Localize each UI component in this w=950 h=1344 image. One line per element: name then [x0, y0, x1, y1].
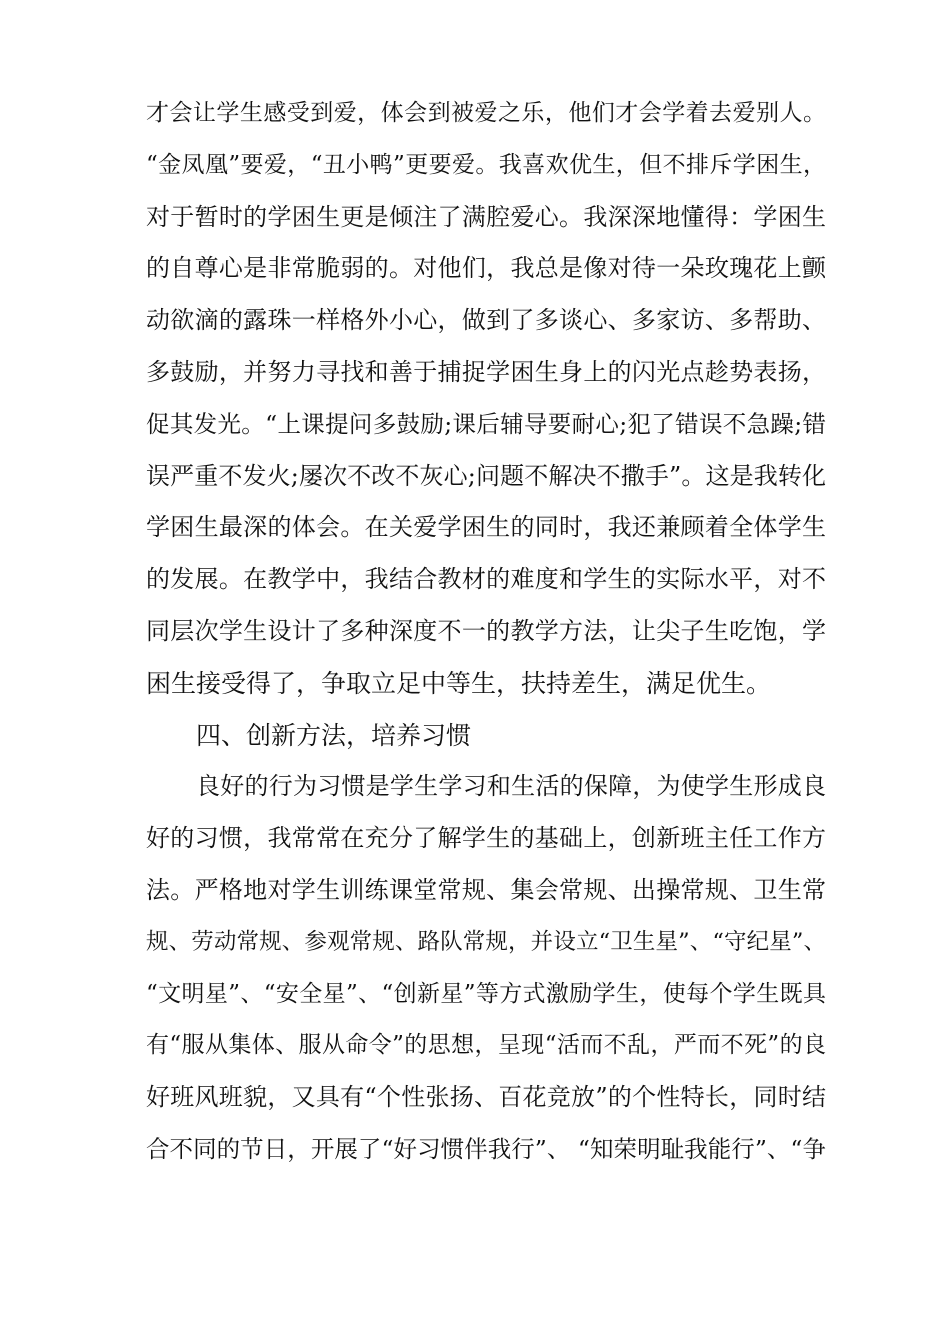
text-line: 困生接受得了，争取立足中等生，扶持差生，满足优生。	[146, 668, 772, 698]
text-line: 好的习惯，我常常在充分了解学生的基础上，创新班主任工作方	[146, 824, 826, 853]
text-line: 规、劳动常规、参观常规、路队常规，并设立“卫生星”、“守纪星”、	[146, 928, 826, 955]
paragraph-first-line: 良好的行为习惯是学生学习和生活的保障，为使学生形成良	[196, 772, 826, 801]
text-line: “金凤凰”要爱，“丑小鸭”更要爱。我喜欢优生，但不排斥学困生，	[146, 151, 826, 178]
section-heading: 四、创新方法，培养习惯	[196, 720, 472, 750]
text-line: 多鼓励，并努力寻找和善于捕捉学困生身上的闪光点趁势表扬，	[146, 357, 826, 386]
text-line: 有“服从集体、服从命令”的思想，呈现“活而不乱，严而不死”的良	[146, 1032, 826, 1059]
text-line: 合不同的节日，开展了“好习惯伴我行”、 “知荣明耻我能行”、“争	[146, 1134, 826, 1163]
document-body	[146, 88, 826, 1176]
text-line: 的自尊心是非常脆弱的。对他们，我总是像对待一朵玫瑰花上颤	[146, 254, 826, 283]
text-line: 才会让学生感受到爱，体会到被爱之乐，他们才会学着去爱别人。	[146, 100, 826, 126]
text-line: 法。严格地对学生训练课堂常规、集会常规、出操常规、卫生常	[146, 875, 826, 904]
text-line: 对于暂时的学困生更是倾注了满腔爱心。我深深地懂得：学困生	[146, 202, 826, 231]
text-line: 学困生最深的体会。在关爱学困生的同时，我还兼顾着全体学生	[146, 513, 826, 542]
text-line: 好班风班貌，又具有“个性张扬、百花竞放”的个性特长，同时结	[146, 1083, 826, 1112]
text-line: 的发展。在教学中，我结合教材的难度和学生的实际水平，对不	[146, 565, 826, 594]
text-line: 误严重不发火;屡次不改不灰心;问题不解决不撒手”。这是我转化	[146, 461, 826, 490]
text-line: “文明星”、“安全星”、“创新星”等方式激励学生，使每个学生既具	[146, 980, 826, 1007]
text-line: 动欲滴的露珠一样格外小心，做到了多谈心、多家访、多帮助、	[146, 306, 826, 335]
text-line: 同层次学生设计了多种深度不一的教学方法，让尖子生吃饱，学	[146, 616, 826, 645]
text-line: 促其发光。“上课提问多鼓励;课后辅导要耐心;犯了错误不急躁;错	[146, 409, 826, 438]
